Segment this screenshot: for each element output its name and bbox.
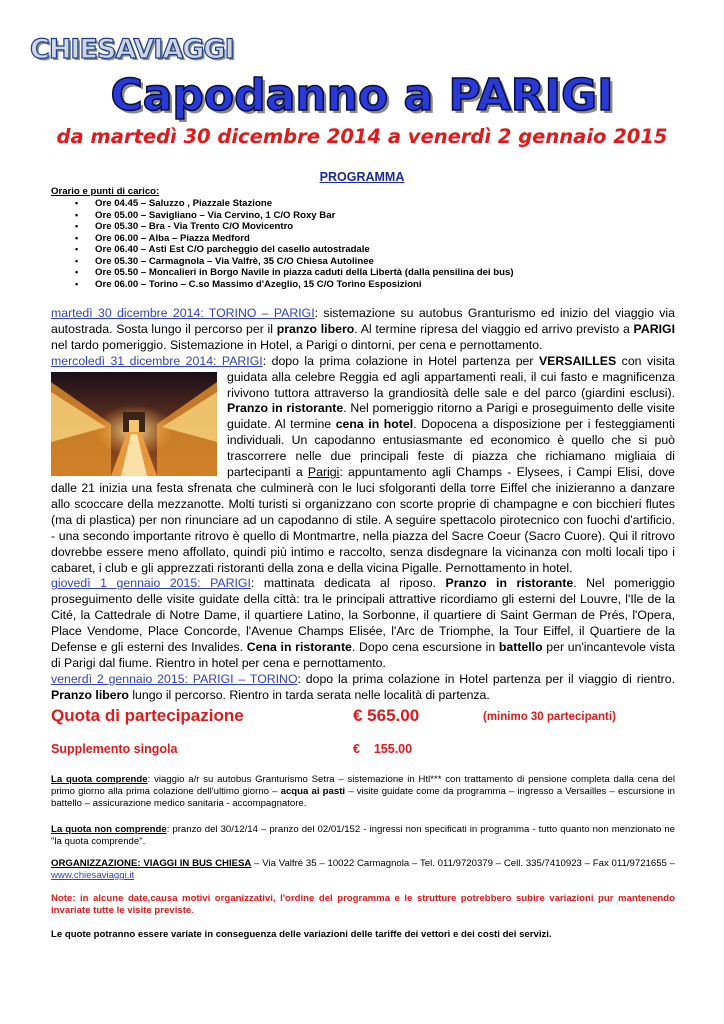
quota-price: € 565.00 <box>353 706 420 725</box>
day-1-heading: martedì 30 dicembre 2014: TORINO – PARIGI <box>51 306 315 320</box>
day-2-heading: mercoledì 31 dicembre 2014: PARIGI <box>51 353 263 368</box>
pickup-schedule-title: Orario e punti di carico: <box>51 186 160 197</box>
champs-elysees-photo <box>51 372 217 476</box>
quota-comprende: La quota comprende: viaggio a/r su autobus Granturismo Setra – sistemazione in Htl*** con trattamento di pensione completa dalla cena del primo giorno alla prima colazione dell'ultimo giorno – acqua ai pasti – visite guidate come da programma – ingresso a Versailles – escursione in battello – assicurazione medico sanitaria - accompagnatore. <box>51 774 675 810</box>
pickup-item: • Ore 05.50 – Moncalieri in Borgo Navile in piazza caduti della Libertà (dalla pensilina dei bus) <box>75 267 514 278</box>
quota-row <box>51 706 681 730</box>
pickup-list <box>51 198 514 290</box>
quota-label: Quota di partecipazione <box>51 706 244 725</box>
bullet-icon: • <box>75 209 79 220</box>
bullet-icon: • <box>75 255 79 266</box>
bullet-icon: • <box>75 267 79 277</box>
bullet-icon: • <box>75 221 79 231</box>
website-link[interactable]: www.chiesaviaggi.it <box>51 870 135 882</box>
pickup-item: • Ore 05.30 – Bra - Via Trento C/O Movicentro <box>75 221 294 232</box>
day-4-heading: venerdì 2 gennaio 2015: PARIGI – TORINO <box>51 671 298 686</box>
quota-note: (minimo 30 partecipanti) <box>483 711 616 723</box>
day-4-paragraph: venerdì 2 gennaio 2015: PARIGI – TORINO: dopo la prima colazione in Hotel partenza per il viaggio di rientro. Pranzo libero lungo il percorso. Rientro in tarda serata nelle località di partenza. <box>51 671 676 702</box>
day-1-paragraph: martedì 30 dicembre 2014: TORINO – PARIGI: sistemazione su autobus Granturismo ed inizio del viaggio via autostrada. Sosta lungo il percorso per il pranzo libero. Al termine ripresa del viaggio ed arrivo previsto a PARIGI nel tardo pomeriggio. Sistemazione in Hotel, a Parigi o dintorni, per cena e pernottamento. <box>51 306 675 352</box>
supplemento-label: Supplemento singola <box>51 742 178 756</box>
bullet-icon: • <box>75 232 79 243</box>
organizzazione: ORGANIZZAZIONE: VIAGGI IN BUS CHIESA – Via Valfrè 35 – 10022 Carmagnola – Tel. 011/9720379 – Cell. 335/7410923 – Fax 011/9721655 – www.chiesaviaggi.it <box>51 858 675 882</box>
pickup-item: • Ore 05.00 – Savigliano – Via Cervino, 1 C/O Roxy Bar <box>75 209 336 221</box>
pickup-item: • Ore 04.45 – Saluzzo , Piazzale Stazione <box>75 198 273 209</box>
bullet-icon: • <box>75 198 79 208</box>
itinerary-body <box>51 306 675 704</box>
page-title: Capodanno a PARIGI <box>110 70 614 121</box>
day-2-paragraph: mercoledì 31 dicembre 2014: PARIGI: dopo la prima colazione in Hotel partenza per VERSAILLES con visita guidata alla celebre Reggia ed agli appartamenti reali, il cui fasto e magnificenza rivivono tuttora attraverso la grandiosità delle sale e del parco (giardini esclusi). Pranzo in ristorante. Nel pomeriggio ritorno a Parigi e proseguimento delle visite guidate. Al termine cena in hotel. Dopocena a disposizione per i festeggiamenti individuali. Un capodanno entusiasmante ed economico è quello che si può trascorrere nelle due principali feste di piazza che richiamano migliaia di partecipanti a Parigi: appuntamento agli Champs - Elysees, i Campi Elisi, dove dalle 21 inizia una festa sfrenata che culminerà con le luci sfolgoranti della torre Eiffel che inizieranno a danzare allo scoccare della mezzanotte. Molti turisti si organizzano con scorte proprie di champagne e con bicchieri flutes (ma di plastica) per non rinunciare ad un capodanno di stile. A seguire spettacolo pirotecnico con fuochi d'artificio. - una secondo importante ritrovo è quello di Montmartre, nella piazza del Sacre Coeur (Sacro Cuore). Qui il ritrovo dovrebbe essere meno affollato, quindi più intimo e raccolto, senza disdegnare la vicinanza con molti locali tipo i cabaret, i club e gli apprezzati ristoranti della zona e della vicina Pigalle. Pernottamento in hotel. <box>51 353 675 575</box>
chiesaviaggi-logo: CHIESAVIAGGI <box>30 34 234 65</box>
supplemento-price: € 155.00 <box>353 742 413 756</box>
note-paragraph: Note: in alcune date,causa motivi organizzativi, l'ordine del programma e le strutture potrebbero subire variazioni pur mantenendo invariate tutte le visite previste. <box>51 893 675 917</box>
bullet-icon: • <box>75 278 79 289</box>
pickup-item: • Ore 06.00 – Torino – C.so Massimo d'Azeglio, 15 C/O Torino Esposizioni <box>75 278 422 290</box>
date-subtitle: da martedì 30 dicembre 2014 a venerdì 2 gennaio 2015 <box>56 125 668 148</box>
quota-non-comprende: La quota non comprende: pranzo del 30/12/14 – pranzo del 02/01/152 - ingressi non specificati in programma - tutto quanto non menzionato ne "la quota comprende". <box>51 824 675 848</box>
programma-heading: PROGRAMMA <box>319 170 405 184</box>
day-3-paragraph: giovedì 1 gennaio 2015: PARIGI: mattinata dedicata al riposo. Pranzo in ristorante. Nel pomeriggio proseguimento delle visite guidate della città: tra le principali attrattive ricordiamo gli esterni del Louvre, l'Ile de la Cité, la Cattedrale di Notre Dame, il quartiere Latino, la Sorbonne, il quartiere di Saint German de Prés, l'Opera, Place Vendome, Place Concorde, l'Avenue Champs Elisée, l'Arc de Triomphe, la Tour Eiffel, il Quartiere de la Defense e gli esterni des Invalides. Cena in ristorante. Dopo cena escursione in battello per un'incantevole vista di Parigi dal fiume. Rientro in hotel per cena e pernottamento. <box>51 576 675 670</box>
pickup-item: • Ore 06.00 – Alba – Piazza Medford <box>75 232 250 244</box>
footer-note: Le quote potranno essere variate in conseguenza delle variazioni delle tariffe dei vettori e dei costi dei servizi. <box>51 929 552 940</box>
supplemento-row <box>51 742 681 760</box>
pickup-item: • Ore 06.40 – Asti Est C/O parcheggio del casello autostradale <box>75 244 370 255</box>
pickup-schedule <box>51 186 514 290</box>
bullet-icon: • <box>75 244 79 254</box>
day-3-heading: giovedì 1 gennaio 2015: PARIGI <box>51 576 251 591</box>
pickup-item: • Ore 05.30 – Carmagnola – Via Valfrè, 35 C/O Chiesa Autolinee <box>75 255 374 267</box>
